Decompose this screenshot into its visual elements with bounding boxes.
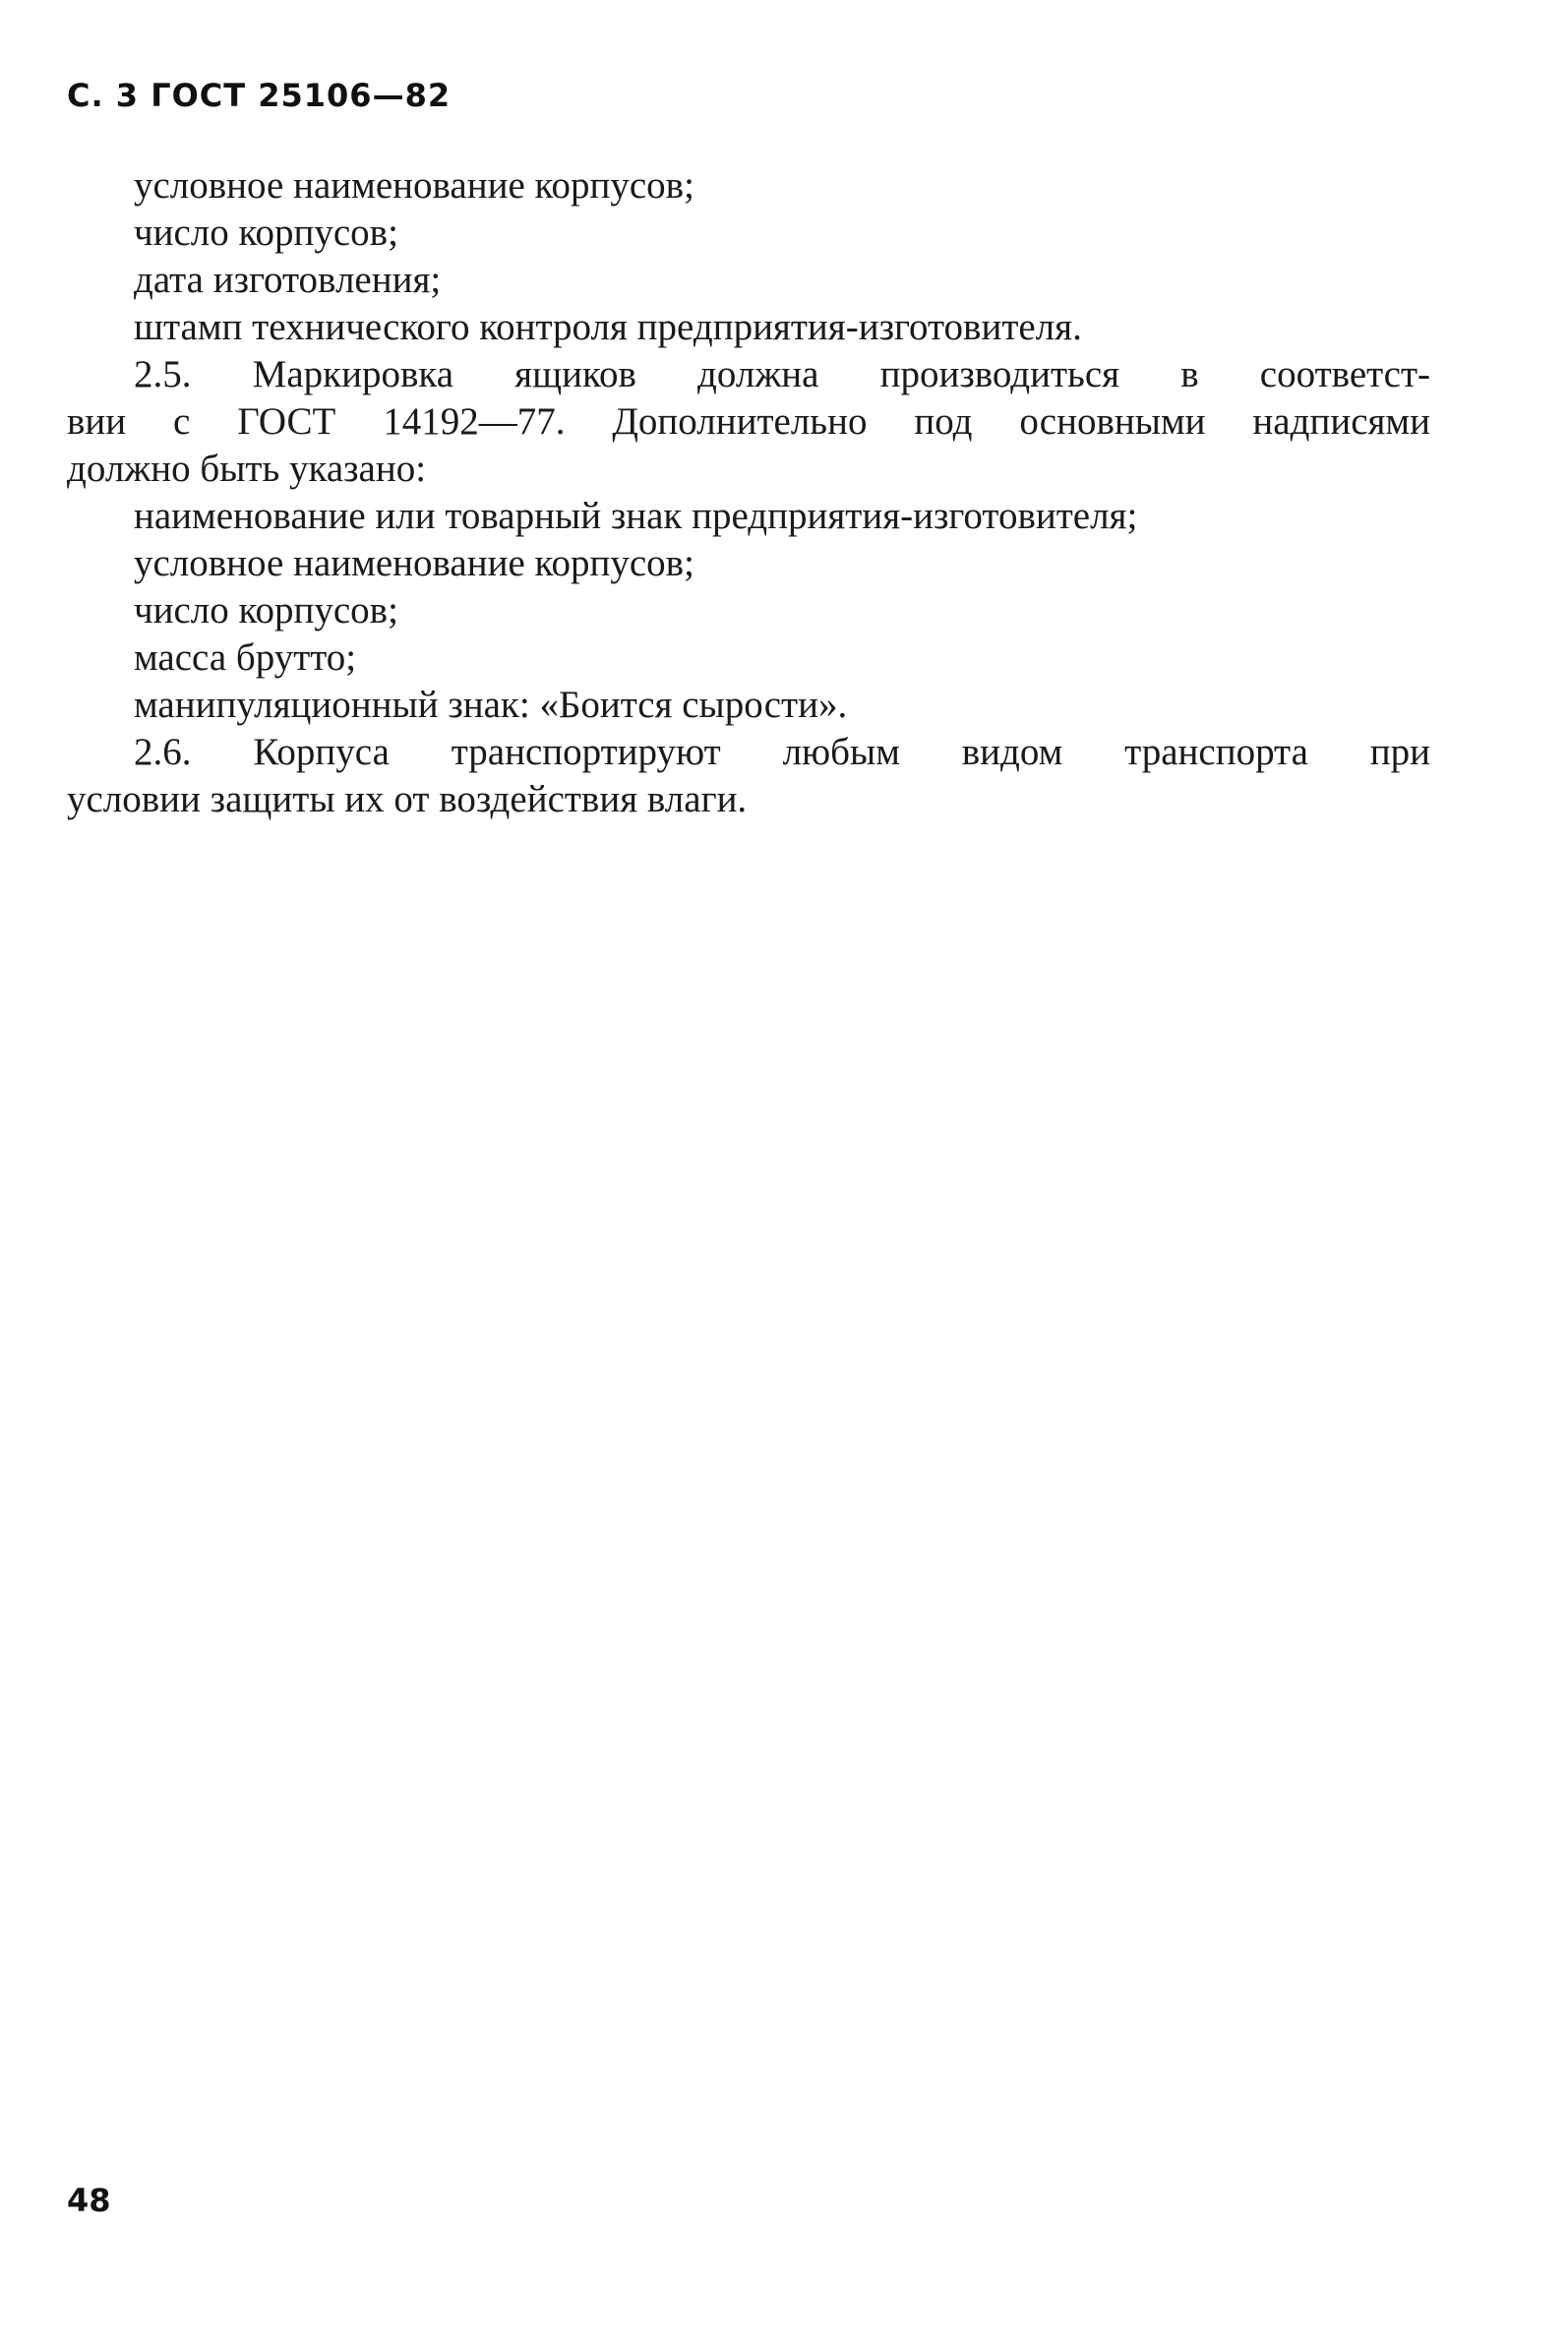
page-header: С. 3 ГОСТ 25106—82: [67, 77, 452, 114]
paragraph-2-5-line: должно быть указано:: [67, 448, 427, 490]
text-line: наименование или товарный знак предприятия-изготовителя;: [134, 495, 1138, 537]
document-body: [67, 162, 1430, 823]
text-line: штамп технического контроля предприятия-изготовителя.: [134, 306, 1082, 348]
text-line: число корпусов;: [134, 211, 398, 254]
paragraph-2-6-line: 2.6. Корпуса транспортируют любым видом транспорта при: [134, 731, 1430, 773]
text-line: манипуляционный знак: «Боится сырости».: [134, 684, 848, 726]
text-line: число корпусов;: [134, 589, 398, 631]
text-line: дата изготовления;: [134, 259, 442, 301]
paragraph-2-5-line: 2.5. Маркировка ящиков должна производиться в соответст-: [134, 353, 1430, 395]
paragraph-2-5-line: вии с ГОСТ 14192—77. Дополнительно под основными надписями: [67, 400, 1430, 443]
text-line: масса брутто;: [134, 636, 357, 679]
page-number: 48: [67, 2182, 111, 2219]
text-line: условное наименование корпусов;: [134, 542, 694, 584]
text-line: условное наименование корпусов;: [134, 164, 694, 207]
paragraph-2-6-line: условии защиты их от воздействия влаги.: [67, 778, 748, 820]
